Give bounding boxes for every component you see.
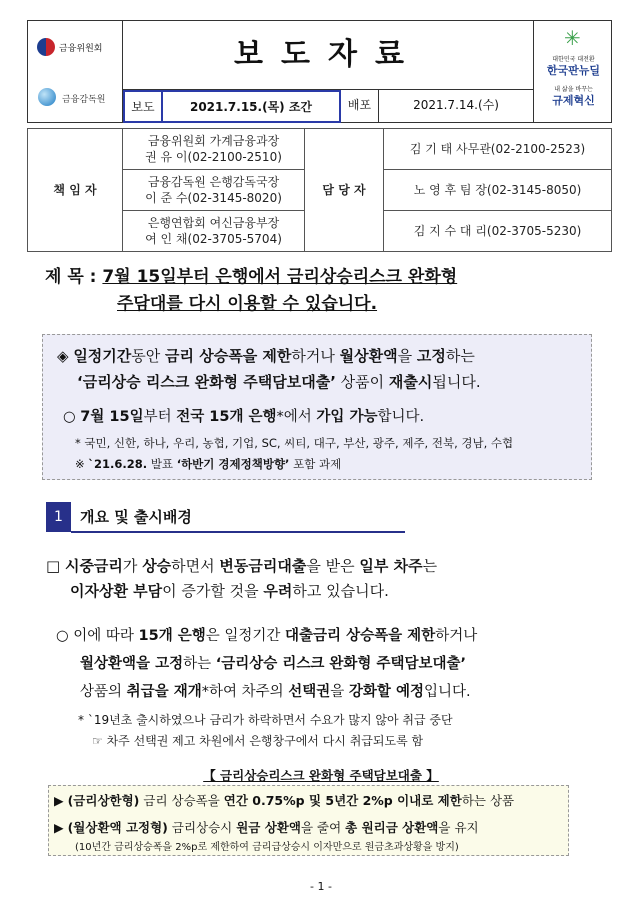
emphasis-text: ‘하반기 경제정책방향’ (176, 457, 290, 471)
text-segment: 하거나 (435, 628, 478, 644)
org1-label: 금융위원회 (59, 44, 103, 54)
emphasis-text: 이자상환 부담 (70, 582, 163, 600)
emphasis-text: (금리상한형) (67, 793, 140, 808)
emphasis-text: 전국 15개 은행 (176, 409, 277, 425)
text-segment: (10년간 금리상승폭을 2%p로 제한하여 금리급상승시 이자만으로 원금초과상황을 방지) (75, 842, 459, 853)
text-segment: 을 유지 (438, 820, 479, 835)
responsible-label: 책 임 자 (27, 128, 123, 252)
emphasis-text: 15개 은행 (138, 628, 206, 644)
text-segment: * (276, 409, 284, 425)
text-segment: 하는 (445, 347, 475, 365)
text-segment: 입니다. (424, 684, 471, 700)
text-segment: 하면서 (171, 557, 220, 575)
subject-line2: 주담대를 다시 이용할 수 있습니다. (117, 294, 378, 314)
summary-box (42, 334, 592, 480)
page-title: 보도자료 (123, 20, 533, 90)
text-segment: 을 줄여 (300, 820, 346, 835)
body-paragraph-line (56, 624, 477, 645)
responsible-person (122, 128, 305, 170)
text-segment: ○ (63, 409, 81, 425)
staff-person: 김 지 수 대 리(02-3705-5230) (383, 210, 612, 252)
emphasis-text: 원금 상환액 (236, 820, 301, 835)
summary-line (57, 345, 475, 366)
text-segment: 됩니다. (432, 373, 481, 391)
emphasis-text: 일부 차주 (359, 557, 423, 575)
emphasis-text: 대출금리 상승폭을 제한 (285, 628, 436, 644)
newdeal-tagline: 대한민국 대전환 (552, 56, 595, 63)
emphasis-text: `21.6.28. (88, 457, 148, 471)
summary-line (63, 405, 424, 426)
contact-name: 이 준 수(02-3145-8020) (145, 191, 282, 205)
newdeal-logo-text: 한국판뉴딜 (546, 64, 601, 77)
regulation-tagline: 내 삶을 바꾸는 (554, 86, 593, 93)
body-paragraph-line (46, 555, 437, 576)
emphasis-text: ‘금리상승 리스크 완화형 주택담보대출’ (77, 373, 336, 391)
text-segment: 은 일정기간 (205, 628, 286, 644)
contact-dept: 금융위원회 가계금융과장 (147, 134, 280, 148)
release-label: 보도 (123, 90, 163, 123)
subject (45, 264, 457, 318)
contact-name: 여 인 채(02-3705-5704) (145, 232, 282, 246)
emphasis-text: 강화할 예정 (348, 684, 424, 700)
text-segment: 상품이 (335, 373, 389, 391)
product-box-title: 【 금리상승리스크 완화형 주택담보대출 】 (203, 768, 439, 783)
org-logos (27, 20, 123, 123)
footnote (78, 711, 453, 728)
text-segment: ◈ (57, 347, 74, 365)
summary-line (77, 371, 481, 392)
staff-person: 노 영 후 팀 장(02-3145-8050) (383, 169, 612, 211)
text-segment: 합니다. (377, 409, 425, 425)
campaign-logos (533, 20, 612, 123)
subject-line1: 7월 15일부터 은행에서 금리상승리스크 완화형 (102, 267, 458, 287)
emphasis-text: 재출시 (388, 373, 433, 391)
text-segment: ☞ 차주 선택권 제고 차원에서 은행창구에서 다시 취급되도록 함 (92, 734, 424, 748)
footnote (92, 732, 423, 749)
policy-note (75, 456, 341, 472)
emphasis-text: 가입 가능 (316, 409, 378, 425)
emphasis-text: 우려 (263, 582, 293, 600)
text-segment: 이 증가할 것을 (162, 582, 264, 600)
text-segment: 부터 (143, 409, 177, 425)
text-segment: ▶ (54, 820, 68, 835)
contact-dept: 금융감독원 은행감독국장 (147, 175, 280, 189)
page-number: - 1 - (310, 880, 332, 893)
text-segment: 는 (422, 557, 438, 575)
emphasis-text: 변동금리대출 (219, 557, 307, 575)
product-box (48, 785, 569, 856)
section-underline (71, 531, 405, 533)
emphasis-text: 총 원리금 상환액 (345, 820, 439, 835)
responsible-person (122, 210, 305, 252)
text-segment: 금리 상승폭을 (139, 793, 224, 808)
fss-emblem-icon (38, 88, 56, 106)
regulation-logo-text: 규제혁신 (552, 94, 595, 107)
fsc-emblem-icon (37, 38, 55, 56)
text-segment: * (201, 684, 209, 700)
emphasis-text: 월상환액 (339, 347, 398, 365)
text-segment: 을 (330, 684, 349, 700)
emphasis-text: 선택권 (288, 684, 331, 700)
text-segment: 을 받은 (306, 557, 360, 575)
distribution-label: 배포 (341, 90, 379, 123)
emphasis-text: 고정 (416, 347, 446, 365)
text-segment: 발표 (147, 457, 177, 471)
distribution-date: 2021.7.14.(수) (413, 98, 499, 112)
emphasis-text: 7월 15일 (80, 409, 144, 425)
text-segment: 하고 있습니다. (292, 582, 389, 600)
section-number: 1 (46, 502, 71, 532)
emphasis-text: 상승 (142, 557, 172, 575)
text-segment: 하는 상품 (461, 793, 515, 808)
body-paragraph-line (80, 680, 471, 701)
subject-label: 제 목 : (45, 267, 97, 287)
product-line (54, 791, 514, 809)
contact-dept: 은행연합회 여신금융부장 (147, 216, 280, 230)
text-segment: * 국민, 신한, 하나, 우리, 농협, 기업, SC, 씨티, 대구, 부산, 광주, 제주, 전북, 경남, 수협 (75, 436, 514, 450)
body-paragraph-line (70, 580, 389, 601)
staff-label: 담 당 자 (304, 128, 384, 252)
text-segment: 을 (397, 347, 417, 365)
responsible-person (122, 169, 305, 211)
text-segment: ※ (75, 457, 89, 471)
bank-list-note (75, 435, 513, 451)
text-segment: 에서 (283, 409, 317, 425)
product-note (75, 838, 459, 853)
section-title: 개요 및 출시배경 (80, 508, 192, 526)
contact-name: 권 유 이(02-2100-2510) (145, 150, 282, 164)
emphasis-text: (월상환액 고정형) (67, 820, 168, 835)
text-segment: * `19년초 출시하였으나 금리가 하락하면서 수요가 많지 않아 취급 중단 (78, 713, 453, 727)
staff-person: 김 기 태 사무관(02-2100-2523) (383, 128, 612, 170)
text-segment: 상품의 (80, 684, 127, 700)
emphasis-text: 취급을 재개 (126, 684, 202, 700)
emphasis-text: 일정기간 (73, 347, 132, 365)
newdeal-star-icon: ✳ (564, 26, 581, 50)
text-segment: 금리상승시 (167, 820, 237, 835)
org2-label: 금융감독원 (62, 95, 106, 105)
body-paragraph-line (80, 652, 466, 673)
text-segment: 가 (122, 557, 143, 575)
emphasis-text: 시중금리 (64, 557, 123, 575)
emphasis-text: 금리 상승폭을 제한 (165, 347, 292, 365)
text-segment: 하는 (183, 656, 216, 672)
text-segment: ▶ (54, 793, 68, 808)
emphasis-text: 월상환액을 고정 (80, 656, 184, 672)
text-segment: 하여 차주의 (208, 684, 289, 700)
text-segment: 하거나 (291, 347, 340, 365)
text-segment: □ (46, 557, 65, 575)
text-segment: 포함 과제 (289, 457, 342, 471)
emphasis-text: 연간 0.75%p 및 5년간 2%p 이내로 제한 (223, 793, 462, 808)
text-segment: 동안 (131, 347, 166, 365)
release-date: 2021.7.15.(목) 조간 (161, 90, 341, 123)
text-segment: ○ 이에 따라 (56, 628, 139, 644)
emphasis-text: ‘금리상승 리스크 완화형 주택담보대출’ (215, 656, 467, 672)
product-line (54, 818, 479, 836)
